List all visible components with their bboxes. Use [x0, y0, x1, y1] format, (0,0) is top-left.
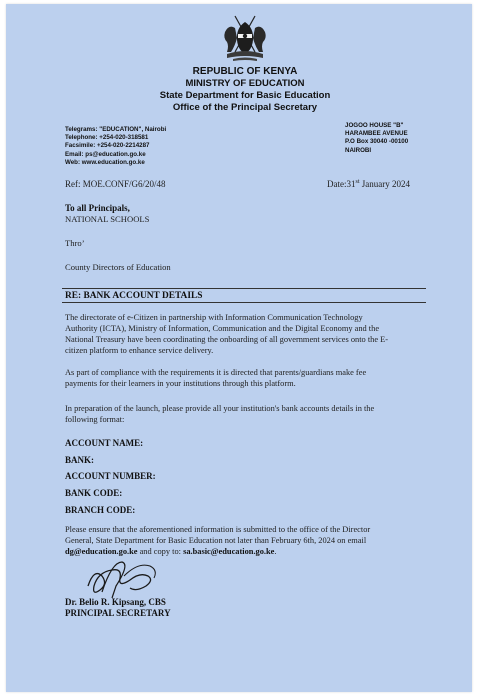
paragraph-line: The directorate of e-Citizen in partnership with Information Communication Technology: [65, 313, 363, 322]
paragraph-line: payments for their learners in your institutions through this platform.: [65, 379, 296, 388]
signatory-title: PRINCIPAL SECRETARY: [65, 608, 171, 618]
signature-mark: [84, 556, 166, 600]
header-office: Office of the Principal Secretary: [172, 102, 318, 113]
paragraph-line: As part of compliance with the requirements it is directed that parents/guardians make fee: [65, 368, 367, 377]
header-ministry: MINISTRY OF EDUCATION: [185, 78, 305, 89]
address-city: NAIROBI: [345, 146, 372, 154]
paragraph-line: General, State Department for Basic Education not later than February 6th, 2024 on email: [65, 536, 367, 545]
contact-facsimile: Facsimile: +254-020-2214287: [65, 142, 150, 150]
contact-web: Web: www.education.go.ke: [65, 158, 145, 166]
closing-copy-text: and copy to:: [137, 547, 184, 556]
closing-period: .: [274, 547, 277, 556]
field-branch-code: BRANCH CODE:: [65, 505, 136, 515]
field-account-name: ACCOUNT NAME:: [65, 438, 144, 448]
header-republic: REPUBLIC OF KENYA: [192, 66, 298, 77]
subject-top-rule: [62, 288, 426, 289]
address-pobox: P.O Box 30040 -00100: [345, 138, 409, 146]
paragraph-ecitizen: [65, 312, 435, 356]
address-building: JOGOO HOUSE "B": [345, 122, 404, 129]
address-street: HARAMBEE AVENUE: [345, 130, 408, 138]
field-bank: BANK:: [65, 455, 94, 465]
reference-number: Ref: MOE.CONF/G6/20/48: [65, 179, 166, 189]
field-bank-code: BANK CODE:: [65, 488, 123, 498]
date-ordinal: st: [355, 179, 360, 185]
contact-telephone: Telephone: +254-020-318581: [65, 134, 149, 142]
paragraph-preparation: [65, 403, 435, 425]
addressee-thro: Thro’: [65, 238, 85, 248]
paragraph-compliance: [65, 367, 435, 389]
paragraph-line: Authority (ICTA), Ministry of Information, Communication and the Digital Economy and the: [65, 324, 380, 333]
email-dg-link[interactable]: dg@education.go.ke: [65, 547, 138, 556]
subject-bottom-rule: [62, 302, 426, 303]
contact-block-left: [65, 126, 245, 167]
addressee-to: To all Principals,: [65, 203, 130, 213]
letter-date: [327, 179, 410, 189]
paragraph-closing: [65, 524, 435, 557]
header-department: State Department for Basic Education: [159, 90, 331, 101]
contact-block-right: [345, 122, 455, 155]
date-rest: January 2024: [359, 179, 411, 189]
email-sa-link[interactable]: sa.basic@education.go.ke: [183, 547, 275, 556]
contact-email: Email: ps@education.go.ke: [65, 150, 146, 158]
subject-line: RE: BANK ACCOUNT DETAILS: [65, 291, 203, 301]
addressee-county: County Directors of Education: [65, 262, 171, 272]
paragraph-line: following format:: [65, 415, 125, 424]
paragraph-line: In preparation of the launch, please provide all your institution's bank accounts details in the: [65, 404, 375, 413]
contact-telegrams: Telegrams: "EDUCATION", Nairobi: [65, 126, 167, 133]
paragraph-line: citizen platform to enhance service delivery.: [65, 346, 214, 355]
paragraph-line: National Treasury have been coordinating the onboarding of all government services onto the E-: [65, 335, 389, 344]
field-account-number: ACCOUNT NUMBER:: [65, 471, 156, 481]
date-prefix: Date:31: [327, 179, 356, 189]
addressee-schools: NATIONAL SCHOOLS: [65, 214, 150, 224]
kenya-coat-of-arms-icon: [219, 12, 271, 64]
signatory-name: Dr. Belio R. Kipsang, CBS: [65, 597, 166, 607]
paragraph-line: Please ensure that the aforementioned information is submitted to the office of the Director: [65, 525, 371, 534]
